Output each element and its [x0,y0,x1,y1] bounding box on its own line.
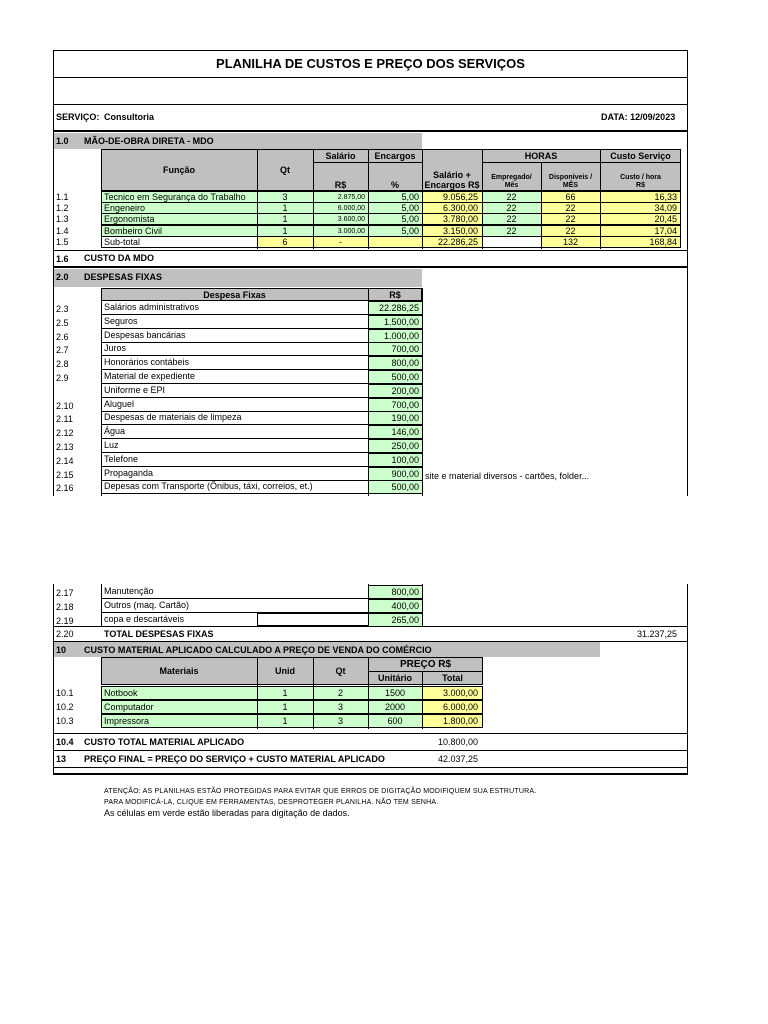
custo-mdo-label: CUSTO DA MDO [84,253,155,263]
row-num: 2.19 [56,616,74,626]
row-num: 2.10 [56,401,74,411]
col-empregado: Empregado/ Mês [491,174,532,189]
material-qt[interactable]: 3 [337,702,343,712]
despesa-label: Seguros [104,316,138,326]
row-num: 2.13 [56,442,74,452]
row-num: 2.11 [56,414,73,424]
col-salario-encargos: Salário + Encargos R$ [424,170,480,190]
despesa-value[interactable]: 1.000,00 [383,331,419,341]
material-unid[interactable]: 1 [282,688,288,698]
despesa-label: Telefone [104,454,139,464]
col-custo-servico: Custo Serviço [610,151,671,161]
row-num: 2.7 [56,345,69,355]
note-protected: ATENÇÃO: AS PLANILHAS ESTÃO PROTEGIDAS PARA EVITAR QUE ERROS DE DIGITAÇÃO MODIFIQUEM SUA ESTRUTURA. [104,788,537,795]
despesa-label: Aluguel [104,399,135,409]
propaganda-note: site e material diversos - cartões, folder... [425,471,590,481]
despesa-value[interactable]: 800,00 [391,587,419,597]
custo-mdo-num: 1.6 [56,254,69,264]
col-custo-hora: Custo / hora R$ [620,174,661,189]
funcao-cell[interactable]: Bombeiro Civil [104,226,163,236]
material-unid[interactable]: 1 [282,716,288,726]
col-disponiveis: Disponíveis / MÊS [548,174,593,189]
col-unitario: Unitário [377,673,412,683]
col-horas: HORAS [524,151,558,161]
total-despesas-num: 2.20 [56,629,74,639]
material-unid[interactable]: 1 [282,702,288,712]
material-name[interactable]: Computador [104,702,154,712]
material-name[interactable]: Notbook [104,688,138,698]
row-num: 2.6 [56,332,69,342]
despesa-value[interactable]: 800,00 [391,358,419,368]
row-num: 2.17 [56,588,74,598]
despesa-value[interactable]: 100,00 [391,455,419,465]
despesa-value[interactable]: 400,00 [391,601,419,611]
despesa-label: Honorários contábeis [104,357,190,367]
page-title: PLANILHA DE CUSTOS E PREÇO DOS SERVIÇOS [216,56,525,71]
col-unid: Unid [275,666,295,676]
col-total: Total [442,673,463,683]
col-despesa-fixas: Despesa Fixas [203,290,266,300]
material-name[interactable]: Impressora [104,716,150,726]
custo-total-label: CUSTO TOTAL MATERIAL APLICADO [84,737,245,747]
row-num: 2.9 [56,373,69,383]
section-10-num: 10 [56,645,67,655]
col-encargos: Encargos [374,151,416,161]
section-2-title: DESPESAS FIXAS [84,272,163,282]
servico-value: Consultoria [104,112,155,122]
row-num: 2.15 [56,470,74,480]
total-despesas-label: TOTAL DESPESAS FIXAS [104,629,214,639]
material-qt[interactable]: 2 [337,688,343,698]
despesa-value[interactable]: 700,00 [391,400,419,410]
col-mat-qt: Qt [335,666,346,676]
despesa-value[interactable]: 265,00 [391,615,419,625]
divider [53,104,688,105]
despesa-label: Propaganda [104,468,154,478]
material-unitario[interactable]: 600 [387,716,403,726]
note-green-cells: As células em verde estão liberadas para digitação de dados. [104,808,350,818]
despesa-value[interactable]: 250,00 [391,441,419,451]
servico-label: SERVIÇO: [56,112,100,122]
col-funcao: Função [162,165,195,175]
row-num: 10.3 [56,716,74,726]
row-num: 2.12 [56,428,74,438]
row-num: 2.8 [56,359,69,369]
despesa-label: Manutenção [104,586,154,596]
custo-total-num: 10.4 [56,737,74,747]
col-salario-rs: R$ [334,180,347,190]
col-preco: PREÇO R$ [399,659,452,670]
section-1-num: 1.0 [56,136,69,146]
material-unitario[interactable]: 2000 [384,702,406,712]
section-1-title: MÃO-DE-OBRA DIRETA - MDO [84,136,214,146]
col-salario: Salário [325,151,356,161]
row-num: 2.3 [56,304,69,314]
despesa-label: Depesas com Transporte (Ônibus, táxi, correios, et.) [104,481,313,491]
col-materiais: Materiais [159,666,199,676]
preco-final-num: 13 [56,754,67,764]
despesa-label: Outros (maq. Cartão) [104,600,190,610]
section-10-title: CUSTO MATERIAL APLICADO CALCULADO A PREÇO DE VENDA DO COMÉRCIO [84,645,432,655]
custo-total-value: 10.800,00 [437,737,478,747]
despesa-value[interactable]: 146,00 [391,427,419,437]
material-total: 3.000,00 [442,688,478,698]
col-encargos-pct: % [390,180,399,190]
row-num: 10.2 [56,702,74,712]
despesa-value[interactable]: 1.500,00 [383,317,419,327]
despesa-label: Luz [104,440,119,450]
despesa-label: Despesas de materiais de limpeza [104,412,242,422]
despesa-value[interactable]: 700,00 [391,344,419,354]
despesa-label: Despesas bancárias [104,330,186,340]
material-qt[interactable]: 3 [337,716,343,726]
row-num: 2.18 [56,602,74,612]
row-num: 2.16 [56,483,74,493]
despesa-value[interactable]: 900,00 [391,469,419,479]
row-num: 2.5 [56,318,69,328]
material-unitario[interactable]: 1500 [384,688,406,698]
preco-final-value: 42.037,25 [437,754,478,764]
despesa-label: Salários administrativos [104,302,200,312]
funcao-cell[interactable]: Tecnico em Segurança do Trabalho [104,192,246,202]
despesa-label: Material de expediente [104,371,196,381]
preco-final-label: PREÇO FINAL = PREÇO DO SERVIÇO + CUSTO MATERIAL APLICADO [84,754,385,764]
despesa-value[interactable]: 200,00 [391,386,419,396]
despesa-value[interactable]: 22.286,25 [378,303,419,313]
divider [53,77,688,78]
despesa-value[interactable]: 500,00 [391,482,419,492]
funcao-cell[interactable]: Ergonomista [104,214,155,224]
despesa-label: Juros [104,343,127,353]
date-label: DATA: 12/09/2023 [601,112,676,122]
col-qt: Qt [280,165,290,175]
despesa-label: Água [104,426,126,436]
total-despesas-value: 31.237,25 [636,629,677,639]
material-total: 6.000,00 [442,702,478,712]
note-unprotect: PARA MODIFICÁ-LA, CLIQUE EM FERRAMENTAS, DESPROTEGER PLANILHA. NÃO TEM SENHA. [104,799,439,806]
col-rs: R$ [389,290,401,300]
funcao-cell[interactable]: Engeneiro [104,203,146,213]
despesa-value[interactable]: 500,00 [391,372,419,382]
divider [53,130,688,132]
material-total: 1.800,00 [442,716,478,726]
section-2-num: 2.0 [56,272,69,282]
despesa-value[interactable]: 190,00 [391,413,419,423]
despesa-label: copa e descartáveis [104,614,185,624]
row-num: 10.1 [56,688,74,698]
despesa-label: Uniforme e EPI [104,385,166,395]
row-num: 2.14 [56,456,74,466]
